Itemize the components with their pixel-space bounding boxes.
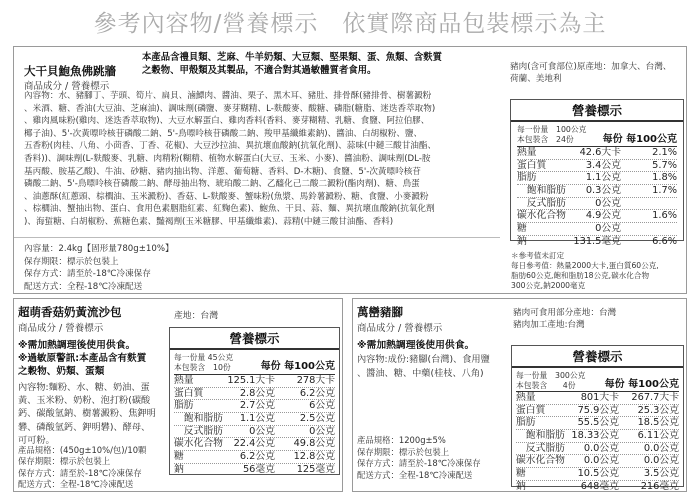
table-row: 碳水化合物 4.9公克 1.6% xyxy=(517,210,677,222)
product-name: 超萌香菇奶黃流沙包 xyxy=(18,305,122,319)
nutrition-table xyxy=(510,99,684,247)
nutrition-rows xyxy=(516,391,679,492)
nutrition-rows xyxy=(517,146,677,249)
table-row: 反式脂肪 0公克 0公克 xyxy=(174,425,335,437)
table-row: 反式脂肪 0.0公克 0.0公克 xyxy=(516,442,679,454)
ingredients-list: 內容物：水、豬腳丁、芋頭、筍片、扁貝、滷鰾肉、醬油、栗子、黑木耳、豬肚、排骨酥(豬排骨、樹薯澱粉 、米酒、糖、香油(大豆油、芝麻油)、調味劑(磷鹽、麥芽糊精、L-麩酸麥、酸糖、磷脂(糖脂、迷迭香萃取物) 、雞肉風味粉(雞肉、迷迭香萃取物)、大豆水解蛋白、雞肉香料(香料、麥芽糊精、乳糖、食鹽、阿拉伯膠、 椰子油)、5'-次黃嘌呤核苷磷酸二鈉、5'-鳥嘌呤核苷磷酸二鈉、羧甲基纖維素鈉)、醬油、白胡椒粉、鹽、 五香粉(肉桂、八角、小茴香、丁香、花椒)、大豆沙拉油、異抗壞血酸鈉(抗氧化劑)、蒜味(中鏈三酸甘油酯、 香料))、調味劑(L-麩酸麥、乳糖、肉精粉(糊精、植物水解蛋白(大豆、玉米、小麥)、醬油粉、調味劑(DL-胺 基丙酸、胺基乙酸)、牛油、砂糖、豬肉抽出物、洋蔥、葡萄糖、香料、D-木糖)、食鹽、5'-次黃嘌呤核苷 磷酸二鈉、5'-鳥嘌呤核苷磷酸二鈉、酵母抽出物、琥珀酸二鈉、乙醯化己二酸二澱粉(酯肉劑)、糖、鳥蛋 、油蔥酥(紅蔥頭、棕櫚油、玉米澱粉)、香菇、L-麩酸麥、蟹味粉(魚漿、馬鈴薯澱粉、糖、食鹽、小麥澱粉 、棕櫚油、蟹抽出物、蛋白、食用色素胭脂紅素、紅麴色素)、鮑魚、干貝、蒜、麵、異抗壞血酸鈉(抗氧化劑 )、海蜇糖、白胡椒粉、蕉糖色素、豔褐劑(玉米糖膠、甲基纖維素)、蒜精(中鏈三酸甘油酯、香料) xyxy=(24,91,437,227)
table-row: 熱量 42.6大卡 2.1% xyxy=(517,147,677,158)
product-specs: 產品規格：(450g±10%/包)/10顆 保存期限：標示於包裝上 保存方式：請至於-18℃冷凍保存 配送方式：全程-18℃冷凍配送 xyxy=(18,445,147,489)
table-row: 飽和脂肪 18.33公克 6.11公克 xyxy=(516,430,679,442)
table-row: 脂肪 2.7公克 6公克 xyxy=(174,400,335,412)
product-subtitle: 商品成分 / 營養標示 xyxy=(18,323,104,334)
product-specs: 產品規格：1200g±5% 保存期限：標示於包裝上 保存方式：請至於-18℃冷凍保存 配送方式：全程-18℃冷凍配送 xyxy=(357,435,481,480)
table-row: 糖 10.5公克 3.5公克 xyxy=(516,468,679,480)
origin-info: 產地：台灣 xyxy=(174,311,218,321)
allergen-warning: ※過敏原警訊:本產品含有麩質 之穀物、奶類、蛋類 xyxy=(18,353,147,377)
nutrition-title: 營養標示 xyxy=(512,346,683,368)
table-row: 脂肪 55.5公克 18.5公克 xyxy=(516,417,679,429)
table-row: 蛋白質 3.4公克 5.7% xyxy=(517,159,677,171)
table-row: 飽和脂肪 1.1公克 2.5公克 xyxy=(174,413,335,425)
product-panel-custard-bun xyxy=(13,298,343,492)
nutrition-footnote: ＊參考值未訂定 每日參考值：熱量2000大卡,蛋白質60公克, 脂肪60公克,飽和脂肪18公克,碳水化合物 300公克,鈉2000毫克 xyxy=(511,251,659,290)
product-subtitle: 商品成分 / 營養標示 xyxy=(24,81,110,92)
ingredients-list: 內容物:麵粉、水、糖、奶油、蛋 黃、玉米粉、奶粉、泡打粉(碳酸 鈣、碳酸氫鈉、樹薯澱粉、焦鉀明 礬、磷酸氫鈣、鉀明礬)、酵母、 可可粉。 xyxy=(18,382,156,446)
nutrition-table xyxy=(511,345,684,492)
serving-info: 每一份量 100公克 本包裝含 24份 xyxy=(517,125,587,144)
column-header: 每份 每100公克 xyxy=(260,361,335,372)
origin-info: 豬肉可食用部分產地：台灣 豬肉加工產地:台灣 xyxy=(513,308,617,330)
page-banner: 參考內容物/營養標示 依實際商品包裝標示為主 xyxy=(93,11,607,37)
product-specs: 內容量：2.4kg【固形量780g±10%】 保存期限：標示於包裝上 保存方式：請至於-18℃冷凍保存 配送方式：全程-18℃冷凍配送 xyxy=(24,244,174,292)
origin-info: 豬肉(含可食部位)原產地：加拿大、台灣、 荷蘭、美地利 xyxy=(510,62,672,84)
table-row: 糖 6.2公克 12.8公克 xyxy=(174,451,335,463)
product-panel-pork-knuckle xyxy=(352,298,687,492)
nutrition-table xyxy=(169,327,340,475)
table-row: 蛋白質 2.8公克 6.2公克 xyxy=(174,387,335,399)
table-row: 碳水化合物 0.0公克 0.0公克 xyxy=(516,455,679,467)
table-row: 鈉 648毫克 216毫克 xyxy=(516,480,679,492)
table-row: 碳水化合物 22.4公克 49.8公克 xyxy=(174,438,335,450)
table-row: 鈉 56毫克 125毫克 xyxy=(174,463,335,475)
table-row: 鈉 131.5毫克 6.6% xyxy=(517,235,677,247)
table-row: 熱量 125.1大卡 278大卡 xyxy=(174,375,335,386)
serving-info: 每一份量 45公克 本包裝含 10份 xyxy=(174,353,234,372)
table-row: 熱量 801大卡 267.7大卡 xyxy=(516,392,679,403)
heating-notice: ※需加熱調理後使用供食。 xyxy=(357,340,475,351)
nutrition-rows xyxy=(174,374,335,477)
table-row: 飽和脂肪 0.3公克 1.7% xyxy=(517,185,677,197)
product-name: 萬巒豬腳 xyxy=(357,305,403,319)
serving-info: 每一份量 300公克 本包裝含 4份 xyxy=(516,371,586,390)
ingredients-list: 內容物:成份:豬腳(台灣)、食用鹽 、醬油、糖、中藥(桂枝、八角) xyxy=(357,354,490,379)
heating-notice: ※需加熱調理後使用供食。 xyxy=(18,340,136,351)
table-row: 糖 0公克 xyxy=(517,223,677,236)
table-row: 蛋白質 75.9公克 25.3公克 xyxy=(516,404,679,416)
product-name: 大干貝鮑魚佛跳牆 xyxy=(24,64,116,78)
nutrition-title: 營養標示 xyxy=(170,328,339,350)
column-header: 每份 每100公克 xyxy=(602,134,677,145)
column-header: 每份 每100公克 xyxy=(604,379,679,390)
table-row: 脂肪 1.1公克 1.8% xyxy=(517,172,677,184)
nutrition-title: 營養標示 xyxy=(511,100,683,122)
product-panel-buddha-jumps xyxy=(13,46,687,294)
allergen-warning: 本產品含禮貝類、芝麻、牛羊奶類、大豆類、堅果類、蛋、魚類、含麩質 之穀物、甲殼類及其製品，不適合對其過敏體質者食用。 xyxy=(142,52,443,76)
table-row: 反式脂肪 0公克 xyxy=(517,198,677,211)
product-subtitle: 商品成分 / 營養標示 xyxy=(357,323,443,334)
